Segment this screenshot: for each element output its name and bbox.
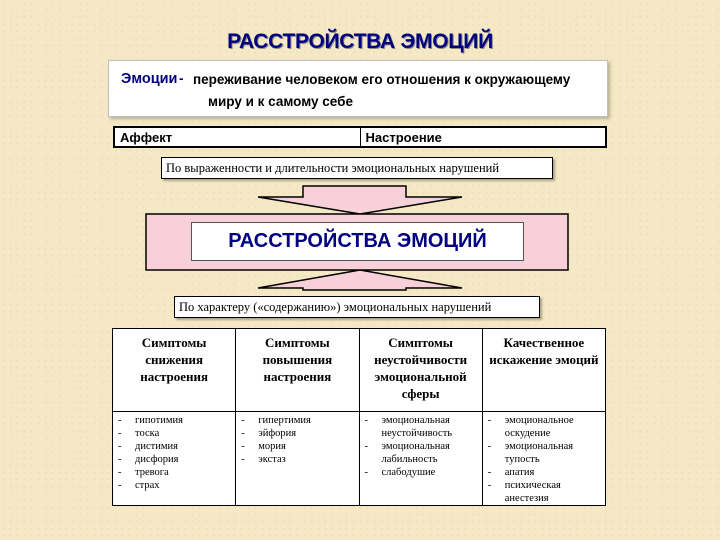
list-item: - дистимия xyxy=(117,440,233,453)
definition-term: Эмоции xyxy=(121,71,178,87)
table-header-row xyxy=(113,329,606,412)
table-row xyxy=(113,412,606,506)
items-instability xyxy=(359,412,482,506)
list-item: - дисфория xyxy=(117,453,233,466)
header-mood-increase: Симптомы повышения настроения xyxy=(236,329,359,412)
definition-text-line-1: переживание человеком его отношения к окружающему xyxy=(193,72,571,87)
list-item: - эмоциональное оскудение xyxy=(487,414,603,440)
list-item: - мория xyxy=(240,440,356,453)
center-title-box: РАССТРОЙСТВА ЭМОЦИЙ xyxy=(191,222,524,261)
type-affect: Аффект xyxy=(120,130,173,145)
list-item: - эмоциональная неустойчивость xyxy=(364,414,480,440)
list-item: - эмоциональная лабильность xyxy=(364,440,480,466)
list-item: - слабодушие xyxy=(364,466,480,479)
list-item: - эмоциональная тупость xyxy=(487,440,603,466)
list-item: - тоска xyxy=(117,427,233,440)
list-item: - гипертимия xyxy=(240,414,356,427)
header-instability: Симптомы неустойчивости эмоциональной сферы xyxy=(359,329,482,412)
list-item: - тревога xyxy=(117,466,233,479)
list-item: - психическая анестезия xyxy=(487,479,603,505)
list-item: - апатия xyxy=(487,466,603,479)
page-title: РАССТРОЙСТВА ЭМОЦИЙ xyxy=(227,30,493,53)
criterion-intensity-duration: По выраженности и длительности эмоциональных нарушений xyxy=(161,157,553,179)
list-item: - страх xyxy=(117,479,233,492)
header-mood-decrease: Симптомы снижения настроения xyxy=(113,329,236,412)
definition-dash: - xyxy=(179,71,184,86)
items-qualitative-distortion xyxy=(482,412,605,506)
header-qualitative-distortion: Качественное искажение эмоций xyxy=(482,329,605,412)
list-item: - гипотимия xyxy=(117,414,233,427)
list-item: - эйфория xyxy=(240,427,356,440)
items-mood-increase xyxy=(236,412,359,506)
items-mood-decrease xyxy=(113,412,236,506)
criterion-character: По характеру («содержанию») эмоциональных нарушений xyxy=(174,296,540,318)
definition-text-line-2: миру и к самому себе xyxy=(208,94,353,109)
symptoms-table xyxy=(112,328,606,506)
type-mood: Настроение xyxy=(360,128,606,146)
list-item: - экстаз xyxy=(240,453,356,466)
